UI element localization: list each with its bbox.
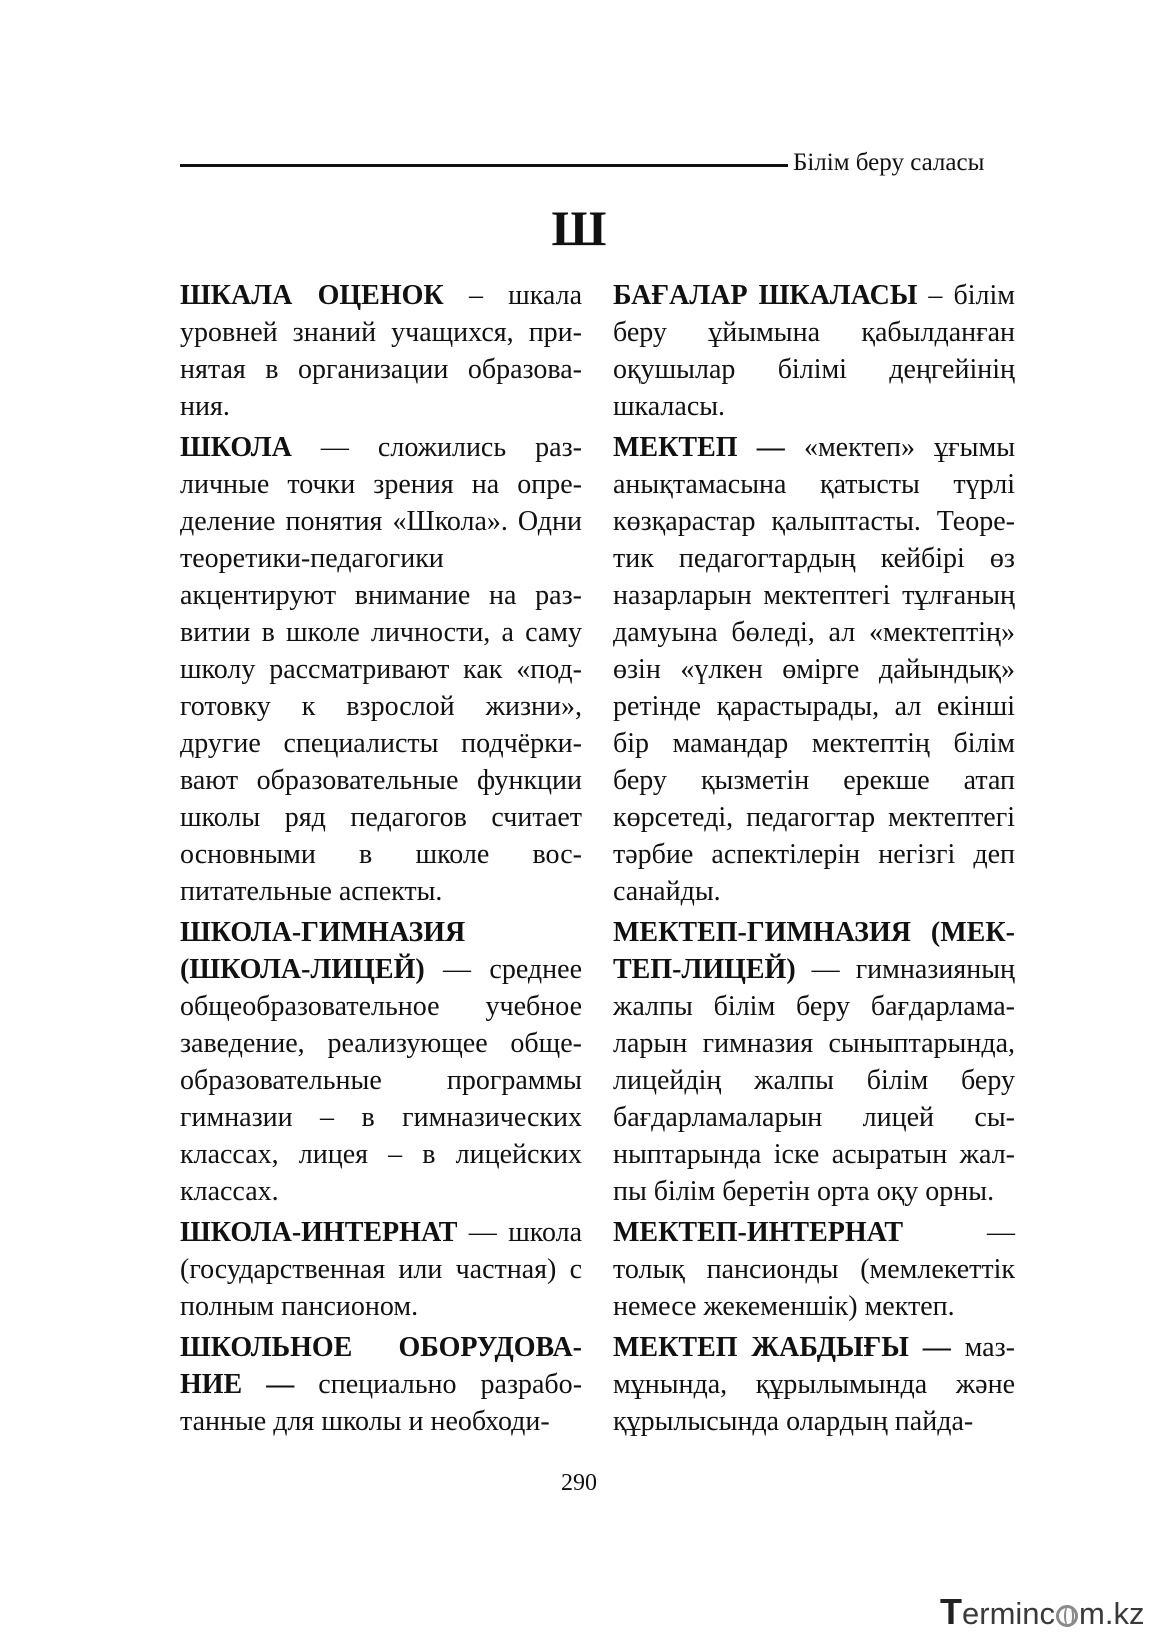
entry-mektep-zhabdygy xyxy=(613,1329,1015,1440)
entry-shkolnoe-oborudovanie xyxy=(180,1329,582,1440)
entry-term: МЕКТЕП-ГИМНАЗИЯ (МЕКТЕП-ЛИЦЕЙ) xyxy=(613,917,1015,985)
left-column xyxy=(180,277,582,1444)
entry-term: ШКАЛА ОЦЕНОК xyxy=(180,280,444,311)
page-number: 290 xyxy=(561,1470,597,1496)
entry-definition: «мектеп» ұғымы анықтамасына қатысты түрлі көзқарастар қалыптасты. Теоретик педагогтардың кейбірі өз назарларын мектептегі тұлғаның дамуына бөледі, ал «мектептің» өзін «үлкен өмірге дайындық» ретінде қарастырады, ал екінші бір мамандар мектептің білім беру қызметін ерекше атап көрсетеді, педагогтар мектептегі тәрбие аспектілерін негізгі деп санайды. xyxy=(613,432,1016,907)
entry-term: МЕКТЕП — xyxy=(613,432,785,463)
entry-definition: – білім беру ұйымына қабылданған оқушылар білімі деңгейінің шкаласы. xyxy=(613,280,1015,422)
entry-definition: – шкала уровней знаний учащихся, принятая в организации образования. xyxy=(180,280,582,422)
entry-term: ШКОЛА-ИНТЕРНАТ xyxy=(180,1217,458,1248)
entry-mektep-gimnaziya xyxy=(613,914,1015,1210)
header-rule xyxy=(180,164,788,167)
entry-term: ШКОЛА-ГИМНАЗИЯ (ШКОЛА-ЛИЦЕЙ) xyxy=(180,917,466,985)
entry-shkola xyxy=(180,429,582,910)
right-column xyxy=(613,277,1015,1444)
entry-mektep-internat xyxy=(613,1214,1015,1325)
entry-term: ШКОЛА xyxy=(180,432,292,463)
entry-definition: мазмұнында, құрылымында және құрылысында олардың пайда- xyxy=(613,1332,1015,1437)
entry-definition: — среднее общеобразовательное учебное заведение, реализующее общеобразовательные программы гимназии – в гимназических классах, лицея – в лицейских классах. xyxy=(180,954,582,1207)
entry-bagalar-shkalasy xyxy=(613,277,1015,425)
globe-icon xyxy=(1056,1605,1078,1627)
entry-term: МЕКТЕП-ИНТЕРНАТ xyxy=(613,1217,904,1248)
section-letter: Ш xyxy=(551,200,607,256)
entry-term: ШКОЛЬНОЕ ОБОРУДОВАНИЕ — xyxy=(180,1332,582,1400)
watermark-logo xyxy=(940,1591,1145,1632)
entry-definition: — гимназияның жалпы білім беру бағдарламаларын гимназия сыныптарында, лицейдің жалпы білім беру бағдарламаларын лицей сыныптарында іске асыратын жалпы білім беретін орта оқу орны. xyxy=(613,954,1015,1207)
entry-shkola-gimnaziya xyxy=(180,914,582,1210)
entry-mektep xyxy=(613,429,1015,910)
entry-term: МЕКТЕП ЖАБДЫҒЫ — xyxy=(613,1332,951,1363)
entry-definition: — толық пансионды (мемлекеттік немесе жекеменшік) мектеп. xyxy=(613,1217,1015,1322)
entry-definition: специально разработанные для школы и необходи- xyxy=(180,1369,583,1437)
entry-shkala-ocenok xyxy=(180,277,582,425)
entry-definition: — школа (государственная или частная) с полным пансионом. xyxy=(180,1217,582,1322)
entry-term: БАҒАЛАР ШКАЛАСЫ xyxy=(613,280,918,311)
entry-shkola-internat xyxy=(180,1214,582,1325)
entry-definition: — сложились различные точки зрения на определение понятия «Школа». Одни теоретики-педагогики акцентируют внимание на развитии в школе личности, а саму школу рассматривают как «подготовку к взрослой жизни», другие специалисты подчёркивают образовательные функции школы ряд педагогов считает основными в школе воспитательные аспекты. xyxy=(180,432,582,907)
watermark-letter: T xyxy=(940,1591,962,1632)
watermark-text: erminc xyxy=(962,1596,1056,1631)
running-head: Білім беру саласы xyxy=(793,149,985,176)
watermark-domain: m.kz xyxy=(1079,1596,1145,1631)
